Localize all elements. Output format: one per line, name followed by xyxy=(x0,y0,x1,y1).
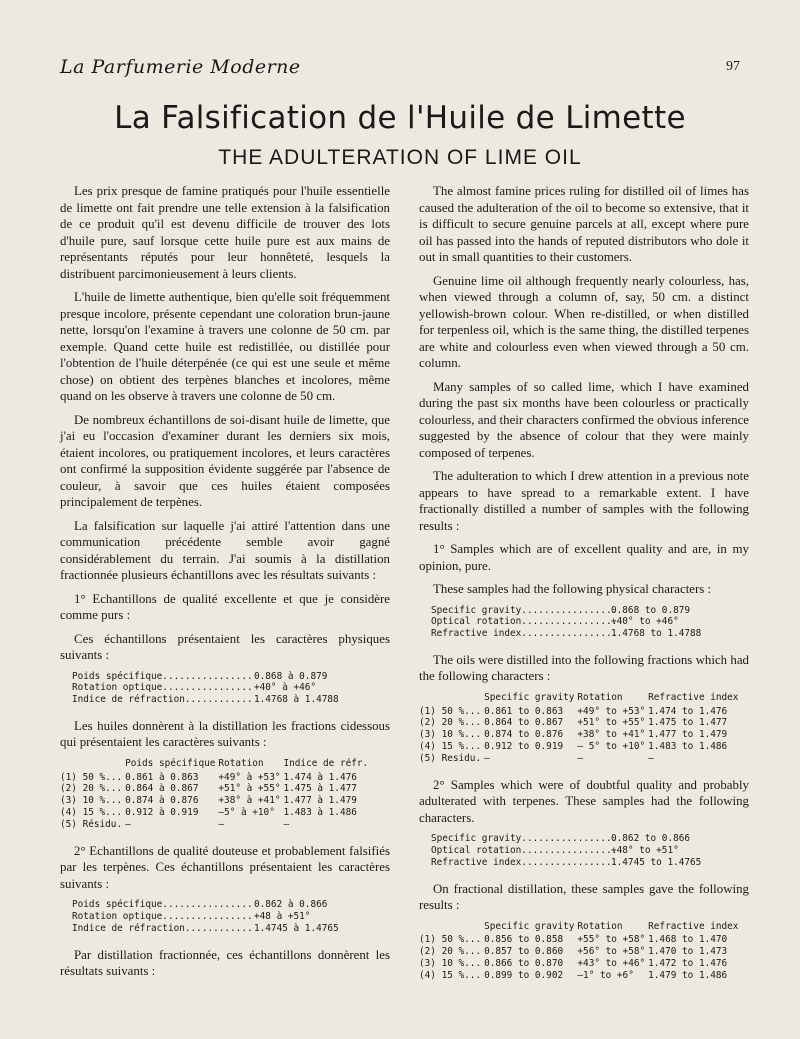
property-row: Specific gravity.................0.868 to 0.879 xyxy=(431,604,691,616)
paragraph: Many samples of so called lime, which I have examined during the past six months have been colourless or practically colourless, and their characters confirmed the obvious inference suggested by the absence of colour that they were mainly composed of terpenes. xyxy=(419,379,750,460)
property-row: Poids spécifique................0.862 à 0.866 xyxy=(72,899,328,911)
paragraph: 2° Echantillons de qualité douteuse et probablement falsifiés par les terpènes. Ces échantillons présentaient les caractères suivants : xyxy=(60,843,390,891)
table-row: (5) Résidu. — — — xyxy=(60,818,290,830)
paragraph: L'huile de limette authentique, bien qu'elle soit fréquemment presque incolore, présente cependant une coloration brun-jaune nette, lorsqu'on l'examine à travers une colonne de 50 cm. par exemple. Quand cette huile est redistillée, ou distillée pour l'obtention de l'huile déterpénée (ce qui est une seule et même chose) on obtient des terpènes blanches et incolores, même quand on les observe à travers une colonne de 50 cm. xyxy=(60,290,390,403)
table-row: (1) 50 %... 0.856 to 0.858 +55° to +58° 1.468 to 1.470 xyxy=(419,934,728,946)
page-number: 97 xyxy=(726,59,740,74)
paragraph: 2° Samples which were of doubtful quality and probably adulterated with terpenes. These samples had the following characters. xyxy=(419,777,749,825)
property-row: Specific gravity.................0.862 to 0.866 xyxy=(431,833,691,845)
table-row: (1) 50 %... 0.861 to 0.863 +49° to +53° 1.474 to 1.476 xyxy=(419,705,728,717)
table-header: Specific gravity xyxy=(484,691,575,703)
journal-name: La Parfumerie Moderne xyxy=(60,56,301,78)
paragraph: The oils were distilled into the following fractions which had the following characters : xyxy=(419,652,749,684)
french-column xyxy=(60,183,390,987)
table-header: Rotation xyxy=(577,920,623,932)
table-row: (5) Residu. — — — xyxy=(419,752,654,764)
fractions-table xyxy=(419,692,741,765)
paragraph: La falsification sur laquelle j'ai attiré l'attention dans une communication précédente semble avoir gagné considérablement du terrain. J'ai soumis à la distillation fractionnée plusieurs échantillons avec les résultats suivants : xyxy=(60,518,390,582)
table-header: Refractive index xyxy=(648,691,739,703)
table-header: Poids spécifique xyxy=(125,757,216,769)
paragraph: Les prix presque de famine pratiqués pour l'huile essentielle de limette ont fait prendre une telle extension à la falsification de ce produit qu'il est devenu difficile de trouver des lots d'huile pure, sauf lorsque cette huile pure est aux mains de représentants réputés pour leur honnêteté, lesquels la distribuent parcimonieusement à leurs clients. xyxy=(60,184,390,281)
properties-list xyxy=(72,899,390,934)
property-row: Refractive index.................1.4745 to 1.4765 xyxy=(431,856,702,868)
running-header xyxy=(60,56,740,82)
table-row: (3) 10 %... 0.866 to 0.870 +43° to +46° 1.472 to 1.476 xyxy=(419,957,728,969)
paragraph: On fractional distillation, these samples gave the following results : xyxy=(419,881,749,913)
property-row: Rotation optique................+48 à +51° xyxy=(72,910,311,922)
paragraph: Ces échantillons présentaient les caractères physiques suivants : xyxy=(60,631,390,662)
paragraph: 1° Echantillons de qualité excellente et que je considère comme purs : xyxy=(60,591,390,622)
paragraph: Les huiles donnèrent à la distillation les fractions cidessous qui présentaient les caractères suivants : xyxy=(60,718,390,750)
table-header: Specific gravity xyxy=(484,920,575,932)
paragraph: 1° Samples which are of excellent quality and are, in my opinion, pure. xyxy=(419,542,749,573)
article-subtitle: THE ADULTERATION OF LIME OIL xyxy=(218,146,582,169)
table-row: (4) 15 %... 0.899 to 0.902 —1° to +6° 1.479 to 1.486 xyxy=(419,969,728,981)
fractions-table xyxy=(419,921,741,982)
property-row: Indice de réfraction............1.4768 à 1.4788 xyxy=(72,694,339,706)
table-row: (2) 20 %... 0.864 à 0.867 +51° à +55° 1.475 à 1.477 xyxy=(60,783,357,795)
paragraph: These samples had the following physical characters : xyxy=(433,582,712,596)
property-row: Optical rotation.................+40° to +46° xyxy=(431,616,679,628)
table-row: (1) 50 %... 0.861 à 0.863 +49° à +53° 1.474 à 1.476 xyxy=(60,771,357,783)
fractions-table xyxy=(60,758,371,831)
properties-list xyxy=(72,671,390,706)
properties-list xyxy=(431,833,749,868)
property-row: Poids spécifique................0.868 à 0.879 xyxy=(72,670,328,682)
paragraph: The almost famine prices ruling for distilled oil of limes has caused the adulteration of the oil to become so extensive, that it is difficult to secure genuine parcels at all, except where pure oil has passed into the hands of reputed distributors who dole it out in small quantities to their customers. xyxy=(419,184,749,264)
table-header: Rotation xyxy=(577,691,623,703)
table-header: Rotation xyxy=(218,757,264,769)
english-column xyxy=(419,183,749,994)
table-row: (3) 10 %... 0.874 to 0.876 +38° to +41° 1.477 to 1.479 xyxy=(419,729,728,741)
table-header: Refractive index xyxy=(648,920,739,932)
table-header: Indice de réfr. xyxy=(283,757,369,769)
property-row: Optical rotation.................+48° to +51° xyxy=(431,844,679,856)
paragraph: De nombreux échantillons de soi-disant huile de limette, que j'ai eu l'occasion d'examiner durant les derniers six mois, étaient incolores, ou pratiquement incolores, et leurs caractères ont confirmé la supposition évidente suggérée par l'absence de couleur, à savoir que ces huiles étaient composées principalement de terpènes. xyxy=(60,412,390,509)
paragraph: The adulteration to which I drew attention in a previous note appears to have spread to a remarkable extent. I have fractionally distilled a number of samples with the following results : xyxy=(419,469,749,533)
article-title: La Falsification de l'Huile de Limette xyxy=(114,100,686,136)
table-row: (4) 15 %... 0.912 à 0.919 —5° à +10° 1.483 à 1.486 xyxy=(60,807,357,819)
table-row: (4) 15 %... 0.912 to 0.919 — 5° to +10° 1.483 to 1.486 xyxy=(419,741,728,753)
properties-list xyxy=(431,605,749,640)
property-row: Refractive index.................1.4768 to 1.4788 xyxy=(431,628,702,640)
table-row: (2) 20 %... 0.864 to 0.867 +51° to +55° 1.475 to 1.477 xyxy=(419,717,728,729)
paragraph: Genuine lime oil although frequently nearly colourless, has, when viewed through a column of, say, 50 cm. a distinct yellowish-brown colour. When re-distilled, or when distilled for terpenless oil, which is the same thing, the distilled terpenes are white and colourless even when viewed through a 50 cm. column. xyxy=(419,273,749,370)
property-row: Indice de réfraction............1.4745 à 1.4765 xyxy=(72,922,339,934)
paragraph: Par distillation fractionnée, ces échantillons donnèrent les résultats suivants : xyxy=(60,947,390,979)
property-row: Rotation optique................+40° à +46° xyxy=(72,682,317,694)
table-row: (3) 10 %... 0.874 à 0.876 +38° à +41° 1.477 à 1.479 xyxy=(60,795,357,807)
table-row: (2) 20 %... 0.857 to 0.860 +56° to +58° 1.470 to 1.473 xyxy=(419,946,728,958)
